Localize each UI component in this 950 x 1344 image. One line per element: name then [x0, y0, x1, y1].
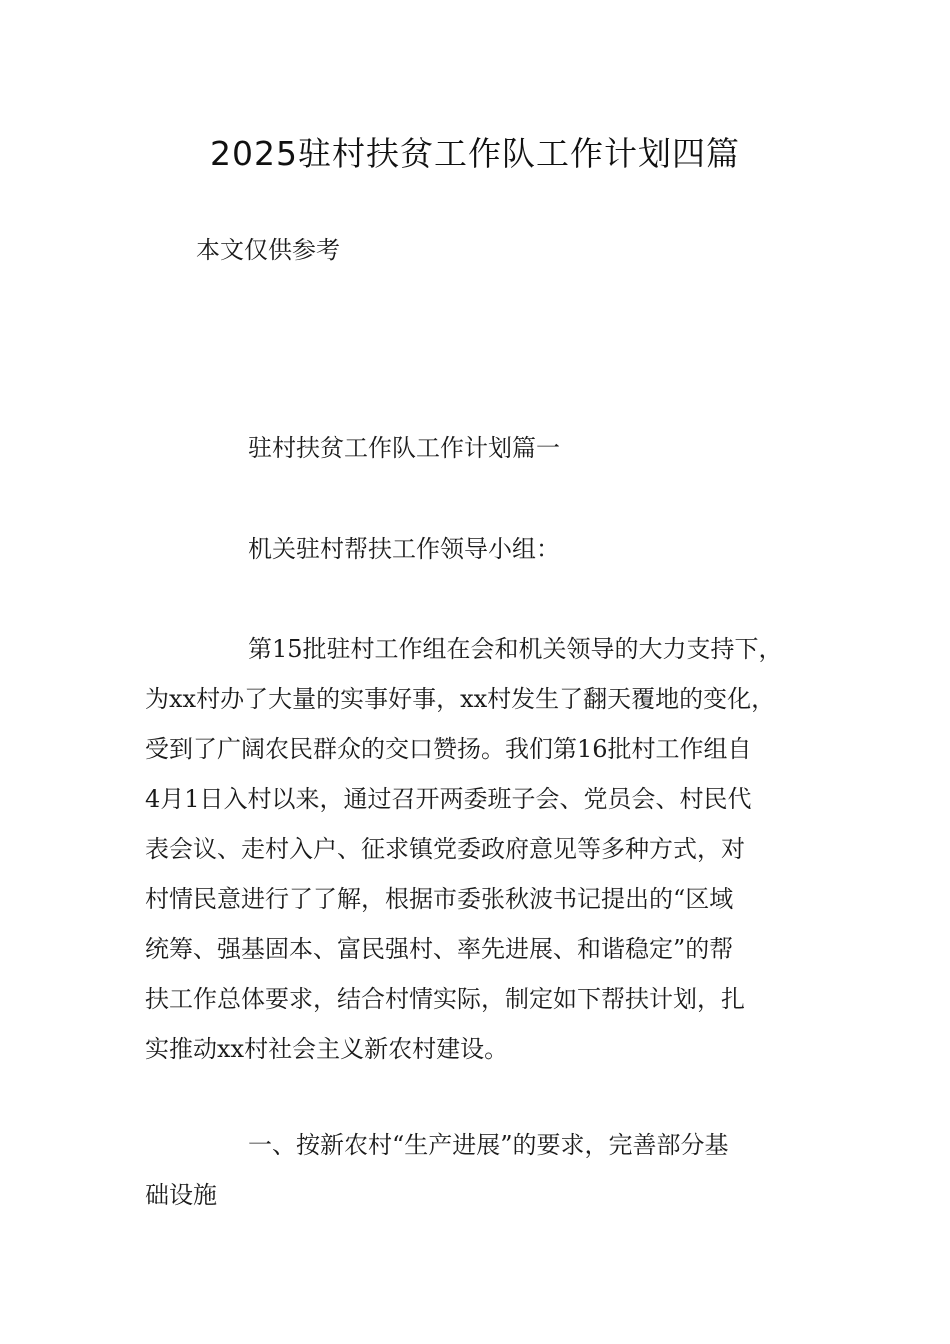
body-line: 表会议、走村入户、征求镇党委政府意见等多种方式，对 — [145, 835, 745, 863]
salutation: 机关驻村帮扶工作领导小组： — [248, 535, 560, 563]
subheading-line: 础设施 — [145, 1181, 217, 1209]
body-line: 统筹、强基固本、富民强村、率先进展、和谐稳定”的帮 — [145, 935, 734, 963]
body-paragraph — [145, 624, 783, 1074]
reference-note: 本文仅供参考 — [196, 236, 340, 264]
body-line: 为xx村办了大量的实事好事，xx村发生了翻天覆地的变化， — [145, 685, 776, 713]
body-line: 4月1日入村以来，通过召开两委班子会、党员会、村民代 — [145, 785, 752, 813]
salutation-block — [145, 524, 560, 574]
body-line: 第15批驻村工作组在会和机关领导的大力支持下， — [248, 635, 783, 663]
body-line: 村情民意进行了了解，根据市委张秋波书记提出的“区域 — [145, 885, 734, 913]
body-line: 受到了广阔农民群众的交口赞扬。我们第16批村工作组自 — [145, 735, 752, 763]
section-heading-block — [145, 423, 560, 473]
body-line: 实推动xx村社会主义新农村建设。 — [145, 1035, 509, 1063]
document-title: 2025驻村扶贫工作队工作计划四篇 — [210, 134, 740, 173]
subheading-line: 一、按新农村“生产进展”的要求，完善部分基 — [248, 1131, 729, 1159]
subheading-paragraph — [145, 1120, 729, 1220]
section-heading: 驻村扶贫工作队工作计划篇一 — [248, 434, 560, 462]
body-line: 扶工作总体要求，结合村情实际，制定如下帮扶计划，扎 — [145, 985, 745, 1013]
